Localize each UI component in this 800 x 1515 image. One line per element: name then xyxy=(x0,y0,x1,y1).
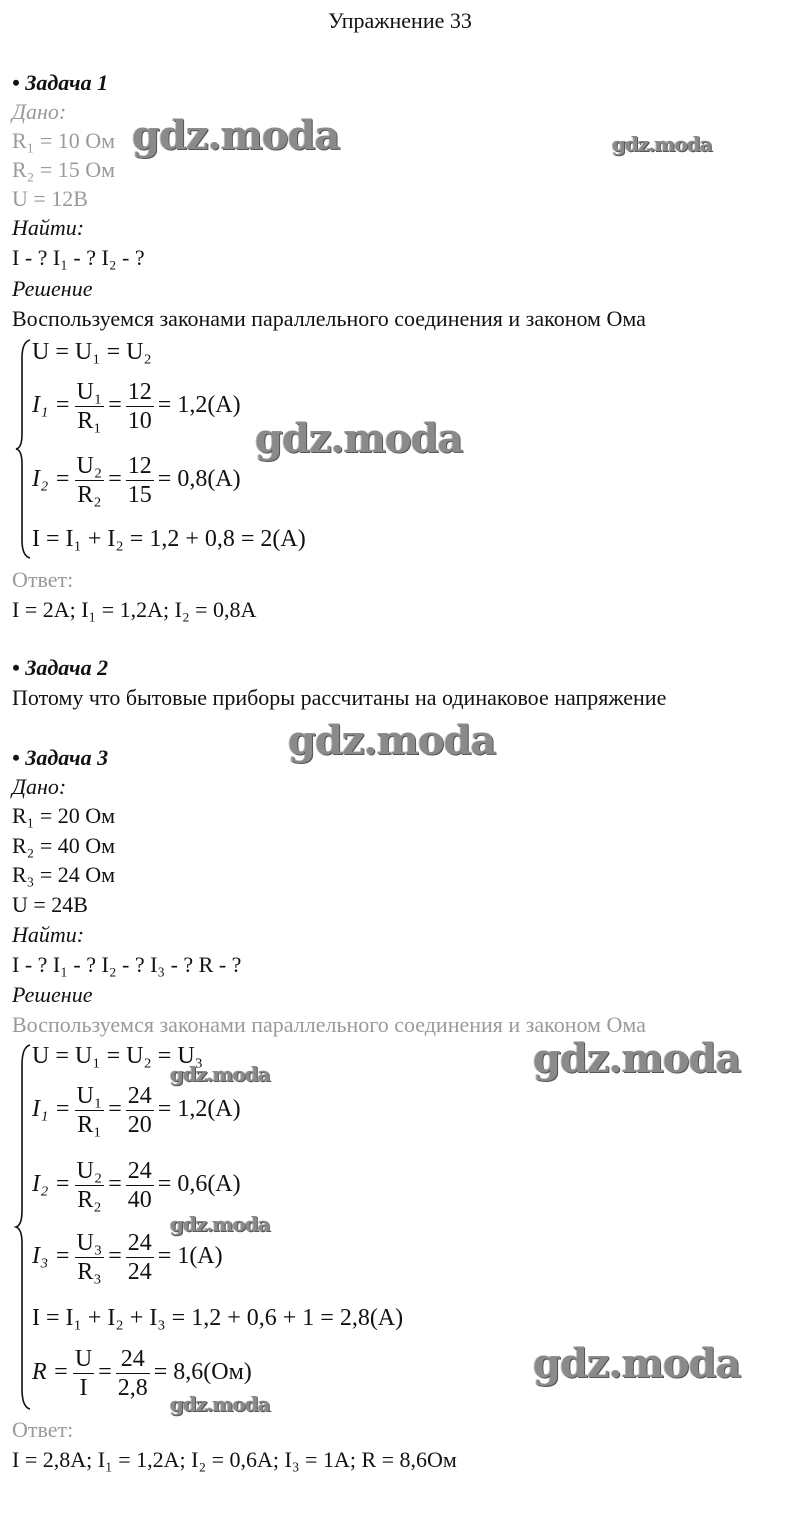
task3-given-u: U = 24В xyxy=(12,892,88,917)
task3-given-r3: R₃ = 24 Ом xyxy=(12,862,116,887)
watermark: gdz.moda xyxy=(533,1035,741,1082)
watermark: gdz.moda xyxy=(170,1392,270,1416)
task3-find-label: Найти: xyxy=(12,922,85,947)
eq-rhs: = 1(A) xyxy=(157,1243,223,1270)
denominator: R₁ xyxy=(77,408,102,434)
watermark: gdz.moda xyxy=(170,1062,270,1086)
numerator: U₂ xyxy=(76,1158,103,1184)
numerator: U₁ xyxy=(76,1083,103,1109)
task3-given-r1: R₁ = 20 Ом xyxy=(12,803,116,828)
denominator: 10 xyxy=(127,408,152,434)
fraction xyxy=(75,1157,105,1214)
task3-eq3: I₂ = $\frac{\text{U₂}}{\text{R₂}}$ = $\frac{24}{40}$ = 0,6(A) xyxy=(32,1158,241,1213)
denominator: 40 xyxy=(127,1187,152,1213)
denominator: R₁ xyxy=(77,1112,102,1138)
task3-eq1: U = U₁ = U₂ = U₃ xyxy=(32,1043,204,1069)
watermark: gdz.moda xyxy=(612,132,712,156)
denominator: 2,8 xyxy=(117,1375,148,1401)
eq-rhs: = 1,2(A) xyxy=(157,1096,241,1123)
numerator: U₃ xyxy=(76,1230,103,1256)
task1-given-r2: R₂ = 15 Ом xyxy=(12,157,116,182)
fraction xyxy=(116,1345,150,1402)
task3-solution-label: Решение xyxy=(12,982,93,1007)
numerator: 24 xyxy=(116,1345,150,1374)
eq-lhs: I₁ = xyxy=(32,1096,71,1123)
task1-solution-text: Воспользуемся законами параллельного соединения и законом Ома xyxy=(12,306,646,331)
eq-lhs: I₁ = xyxy=(32,392,71,419)
task1-eq1: U = U₁ = U₂ xyxy=(32,339,152,365)
watermark: gdz.moda xyxy=(170,1212,270,1236)
fraction xyxy=(75,1082,105,1139)
numerator: 24 xyxy=(127,1158,152,1184)
task1-given-label: Дано: xyxy=(12,99,67,124)
denominator: I xyxy=(79,1375,88,1401)
watermark: gdz.moda xyxy=(255,415,463,462)
task3-heading: • Задача 3 xyxy=(12,745,109,770)
fraction xyxy=(75,378,105,435)
task1-answer-label: Ответ: xyxy=(12,567,74,592)
denominator: R₃ xyxy=(77,1259,102,1285)
numerator: U₂ xyxy=(76,453,103,479)
task1-heading: • Задача 1 xyxy=(12,70,109,95)
denominator: R₂ xyxy=(77,1187,102,1213)
watermark: gdz.moda xyxy=(288,717,496,764)
denominator: 24 xyxy=(127,1259,152,1285)
task1-answer: I = 2A; I₁ = 1,2A; I₂ = 0,8A xyxy=(12,597,257,622)
denominator: R₂ xyxy=(77,482,102,508)
numerator: U xyxy=(74,1346,93,1372)
denominator: 15 xyxy=(127,482,152,508)
numerator: 24 xyxy=(127,1230,152,1256)
task3-given-label: Дано: xyxy=(12,774,67,799)
task3-answer-label: Ответ: xyxy=(12,1417,74,1442)
task3-eq2: I₁ = $\frac{\text{U₁}}{\text{R₁}}$ = $\frac{24}{20}$ = 1,2(A) xyxy=(32,1083,241,1138)
watermark: gdz.moda xyxy=(132,112,340,159)
eq-rhs: = 0,8(A) xyxy=(157,466,241,493)
task1-eq2: I₁ = $\frac{\text{U₁}}{\text{R₁}}$ = $\frac{12}{10}$ = 1,2(A) xyxy=(32,379,241,434)
eq-rhs: = 0,6(A) xyxy=(157,1171,241,1198)
task3-eq4: I₃ = $\frac{\text{U₃}}{\text{R₃}}$ = $\frac{24}{24}$ = 1(A) xyxy=(32,1230,223,1285)
fraction xyxy=(75,1229,105,1286)
task1-given-u: U = 12В xyxy=(12,186,88,211)
task3-eq5: I = I₁ + I₂ + I₃ = 1,2 + 0,6 + 1 = 2,8(A) xyxy=(32,1305,404,1331)
task1-find: I - ? I₁ - ? I₂ - ? xyxy=(12,245,145,270)
fraction xyxy=(126,1157,154,1214)
task1-eq4: I = I₁ + I₂ = 1,2 + 0,8 = 2(A) xyxy=(32,526,306,552)
fraction xyxy=(126,1082,154,1139)
task1-given-r1: R₁ = 10 Ом xyxy=(12,128,116,153)
fraction xyxy=(126,1229,154,1286)
task3-find: I - ? I₁ - ? I₂ - ? I₃ - ? R - ? xyxy=(12,952,242,977)
watermark: gdz.moda xyxy=(533,1340,741,1387)
page-title: Упражнение 33 xyxy=(328,8,472,33)
task3-solution-text: Воспользуемся законами параллельного соединения и законом Ома xyxy=(12,1012,646,1037)
system-brace xyxy=(12,338,34,560)
task1-solution-label: Решение xyxy=(12,276,93,301)
fraction xyxy=(126,378,154,435)
task1-find-label: Найти: xyxy=(12,215,85,240)
eq-lhs: I₃ = xyxy=(32,1243,71,1270)
numerator: 24 xyxy=(127,1083,152,1109)
numerator: 12 xyxy=(127,379,152,405)
task1-eq3: I₂ = $\frac{\text{U₂}}{\text{R₂}}$ = $\frac{12}{15}$ = 0,8(A) xyxy=(32,453,241,508)
denominator: 20 xyxy=(127,1112,152,1138)
task2-heading: • Задача 2 xyxy=(12,655,109,680)
fraction xyxy=(126,452,154,509)
numerator: U₁ xyxy=(76,379,103,405)
fraction xyxy=(73,1345,94,1402)
eq-rhs: = 1,2(A) xyxy=(157,392,241,419)
eq-lhs: I₂ = xyxy=(32,1171,71,1198)
numerator: 12 xyxy=(127,453,152,479)
task3-eq6: R = $\frac{U}{I}$ = $\frac{24}{2,8}$ = 8,6(Ом) xyxy=(32,1346,252,1401)
task3-given-r2: R₂ = 40 Ом xyxy=(12,833,116,858)
system-brace xyxy=(12,1043,34,1411)
task2-text: Потому что бытовые приборы рассчитаны на одинаковое напряжение xyxy=(12,685,667,710)
eq-lhs: I₂ = xyxy=(32,466,71,493)
eq-lhs: R = xyxy=(32,1359,69,1386)
task3-answer: I = 2,8A; I₁ = 1,2A; I₂ = 0,6A; I₃ = 1A; R = 8,6Ом xyxy=(12,1447,457,1472)
eq-rhs: = 8,6(Ом) xyxy=(153,1359,252,1386)
fraction xyxy=(75,452,105,509)
